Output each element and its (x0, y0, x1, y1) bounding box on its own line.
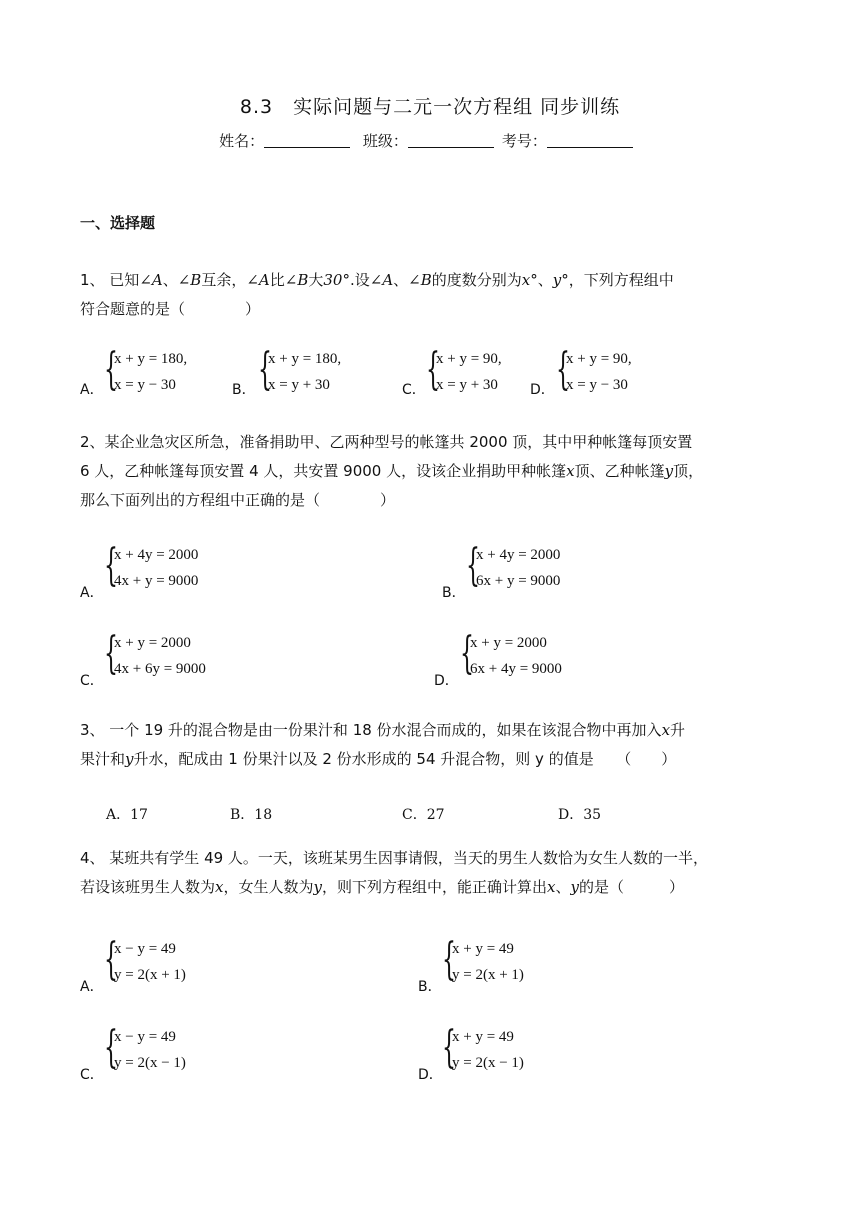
class-blank[interactable] (408, 133, 494, 148)
page-title: 8.3 实际问题与二元一次方程组 同步训练 (239, 96, 621, 118)
question-2-line-1: 2、某企业急灾区所急，准备捐助甲、乙两种型号的帐篷共 2000 顶，其中甲种帐篷每顶安置 (80, 433, 693, 451)
section-heading: 一、选择题 (80, 214, 156, 232)
question-4-line-2: 若设该班男生人数为x，女生人数为y，则下列方程组中，能正确计算出x、y的是（ ） (80, 878, 684, 896)
name-blank[interactable] (264, 133, 350, 148)
question-3 (80, 716, 780, 774)
name-label: 姓名： (219, 132, 265, 150)
question-1-line-2: 符合题意的是（ ） (80, 300, 261, 318)
question-2-line-3: 那么下面列出的方程组中正确的是（ ） (80, 491, 396, 509)
exam-blank[interactable] (547, 133, 633, 148)
class-label: 班级： (362, 132, 408, 150)
question-2 (80, 428, 780, 515)
question-1-line-1: 1、 已知∠A、∠B互余，∠A比∠B大30°.设∠A、∠B的度数分别为x°、y°，下列方程组中 (80, 271, 674, 289)
question-3-line-2: 果汁和y升水，配成由 1 份果汁以及 2 份水形成的 54 升混合物，则 y 的值是 （ ） (80, 750, 677, 768)
question-3-line-1: 3、 一个 19 升的混合物是由一份果汁和 18 份水混合而成的，如果在该混合物中再加入x升 (80, 721, 686, 739)
question-1 (80, 266, 780, 324)
q3-option-a[interactable]: A．17 (106, 807, 148, 823)
question-2-line-2: 6 人，乙种帐篷每顶安置 4 人，共安置 9000 人，设该企业捐助甲种帐篷x顶、乙种帐篷y顶， (80, 462, 704, 480)
student-info-line (0, 130, 860, 151)
question-4 (80, 844, 780, 902)
question-4-line-1: 4、 某班共有学生 49 人。一天，该班某男生因事请假，当天的男生人数恰为女生人数的一半， (80, 849, 708, 867)
q3-option-c[interactable]: C．27 (402, 807, 445, 823)
q3-option-d[interactable]: D．35 (558, 807, 602, 823)
q3-option-b[interactable]: B．18 (230, 807, 273, 823)
exam-label: 考号： (501, 132, 547, 150)
